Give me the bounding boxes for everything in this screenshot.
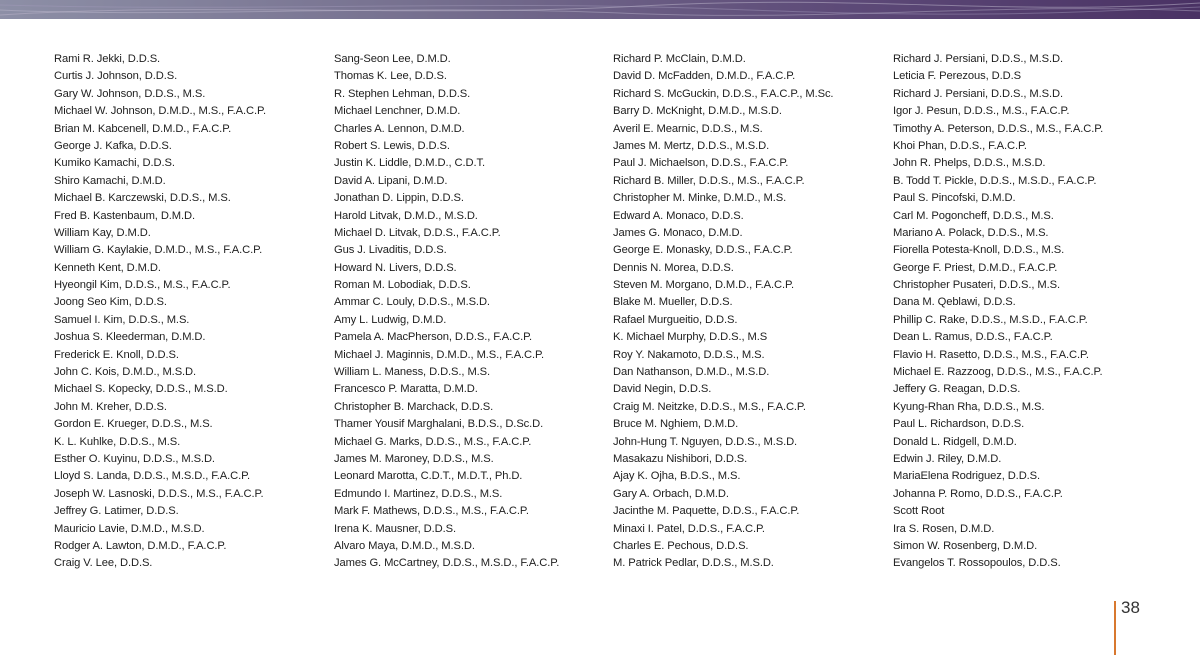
member-name: Christopher Pusateri, D.D.S., M.S. bbox=[893, 279, 1060, 292]
member-name: Evangelos T. Rossopoulos, D.D.S. bbox=[893, 557, 1061, 570]
member-name: Rodger A. Lawton, D.M.D., F.A.C.P. bbox=[54, 539, 227, 552]
member-name: Gary A. Orbach, D.M.D. bbox=[613, 487, 729, 500]
member-name: Francesco P. Maratta, D.M.D. bbox=[334, 383, 478, 396]
member-name: Michael G. Marks, D.D.S., M.S., F.A.C.P. bbox=[334, 435, 532, 448]
member-name: Sang-Seon Lee, D.M.D. bbox=[334, 53, 451, 65]
member-name: Ira S. Rosen, D.M.D. bbox=[893, 522, 995, 535]
member-name: Dennis N. Morea, D.D.S. bbox=[613, 261, 734, 274]
member-name: Edward A. Monaco, D.D.S. bbox=[613, 209, 744, 222]
header-band bbox=[0, 0, 1200, 19]
member-name: Dan Nathanson, D.M.D., M.S.D. bbox=[613, 366, 770, 379]
member-name: Joseph W. Lasnoski, D.D.S., M.S., F.A.C.P. bbox=[54, 487, 264, 500]
page-number: 38 bbox=[1121, 598, 1140, 617]
member-name: Frederick E. Knoll, D.D.S. bbox=[54, 348, 179, 361]
member-name: Howard N. Livers, D.D.S. bbox=[334, 261, 457, 274]
member-name: Rami R. Jekki, D.D.S. bbox=[54, 53, 161, 65]
member-name: William Kay, D.M.D. bbox=[54, 226, 151, 239]
member-name: David D. McFadden, D.M.D., F.A.C.P. bbox=[613, 70, 796, 83]
member-name: John-Hung T. Nguyen, D.D.S., M.S.D. bbox=[613, 435, 798, 448]
member-name: Rafael Murgueitio, D.D.S. bbox=[613, 313, 738, 326]
member-name: Blake M. Mueller, D.D.S. bbox=[613, 296, 733, 309]
member-name: George E. Monasky, D.D.S., F.A.C.P. bbox=[613, 244, 793, 257]
member-name: Fiorella Potesta-Knoll, D.D.S., M.S. bbox=[893, 244, 1065, 257]
member-name: Flavio H. Rasetto, D.D.S., M.S., F.A.C.P. bbox=[893, 348, 1089, 361]
member-name: Michael E. Razzoog, D.D.S., M.S., F.A.C.P. bbox=[893, 366, 1103, 379]
member-name: Brian M. Kabcenell, D.M.D., F.A.C.P. bbox=[54, 122, 232, 135]
member-name: Timothy A. Peterson, D.D.S., M.S., F.A.C.P. bbox=[893, 122, 1104, 135]
member-name: Michael W. Johnson, D.M.D., M.S., F.A.C.P. bbox=[54, 105, 266, 118]
member-name: David Negin, D.D.S. bbox=[613, 383, 712, 396]
member-name: John R. Phelps, D.D.S., M.S.D. bbox=[893, 157, 1046, 170]
member-name: Jeffery G. Reagan, D.D.S. bbox=[893, 383, 1021, 396]
member-name: Kyung-Rhan Rha, D.D.S., M.S. bbox=[893, 400, 1045, 413]
member-name: Esther O. Kuyinu, D.D.S., M.S.D. bbox=[54, 452, 215, 465]
member-name: Paul L. Richardson, D.D.S. bbox=[893, 418, 1025, 431]
member-name: Roman M. Lobodiak, D.D.S. bbox=[334, 279, 471, 292]
directory-column-3 bbox=[613, 51, 883, 573]
member-name: K. Michael Murphy, D.D.S., M.S bbox=[613, 331, 768, 344]
page-number-divider bbox=[1114, 601, 1116, 655]
member-name: Dana M. Qeblawi, D.D.S. bbox=[893, 296, 1016, 309]
member-name: Christopher M. Minke, D.M.D., M.S. bbox=[613, 192, 787, 205]
member-name: James M. Maroney, D.D.S., M.S. bbox=[334, 452, 494, 465]
member-name: Richard J. Persiani, D.D.S., M.S.D. bbox=[893, 87, 1063, 100]
member-name: Justin K. Liddle, D.M.D., C.D.T. bbox=[334, 157, 485, 170]
member-name: Kenneth Kent, D.M.D. bbox=[54, 261, 161, 274]
member-name: Pamela A. MacPherson, D.D.S., F.A.C.P. bbox=[334, 331, 533, 344]
member-name: Edmundo I. Martinez, D.D.S., M.S. bbox=[334, 487, 503, 500]
member-name: James G. Monaco, D.M.D. bbox=[613, 226, 743, 239]
member-name: Irena K. Mausner, D.D.S. bbox=[334, 522, 456, 535]
member-name: Jacinthe M. Paquette, D.D.S., F.A.C.P. bbox=[613, 505, 800, 518]
member-name: Steven M. Morgano, D.M.D., F.A.C.P. bbox=[613, 279, 794, 292]
member-name: Samuel I. Kim, D.D.S., M.S. bbox=[54, 313, 190, 326]
member-name: Joshua S. Kleederman, D.M.D. bbox=[54, 331, 206, 344]
member-name: Simon W. Rosenberg, D.M.D. bbox=[893, 539, 1038, 552]
member-name: Mauricio Lavie, D.M.D., M.S.D. bbox=[54, 522, 205, 535]
member-name: Gary W. Johnson, D.D.S., M.S. bbox=[54, 87, 206, 100]
member-name: Leticia F. Perezous, D.D.S bbox=[893, 70, 1021, 83]
member-name: Richard S. McGuckin, D.D.S., F.A.C.P., M.Sc. bbox=[613, 87, 834, 100]
member-name: Phillip C. Rake, D.D.S., M.S.D., F.A.C.P. bbox=[893, 313, 1088, 326]
member-name: Hyeongil Kim, D.D.S., M.S., F.A.C.P. bbox=[54, 279, 231, 292]
member-name: Michael D. Litvak, D.D.S., F.A.C.P. bbox=[334, 226, 501, 239]
member-name: Harold Litvak, D.M.D., M.S.D. bbox=[334, 209, 478, 222]
member-name: Masakazu Nishibori, D.D.S. bbox=[613, 452, 748, 465]
member-name: MariaElena Rodriguez, D.D.S. bbox=[893, 470, 1041, 483]
member-name: B. Todd T. Pickle, D.D.S., M.S.D., F.A.C.P. bbox=[893, 174, 1097, 187]
member-name: R. Stephen Lehman, D.D.S. bbox=[334, 87, 471, 100]
member-name: Richard J. Persiani, D.D.S., M.S.D. bbox=[893, 53, 1063, 65]
member-name: Robert S. Lewis, D.D.S. bbox=[334, 139, 450, 152]
member-name: K. L. Kuhlke, D.D.S., M.S. bbox=[54, 435, 181, 448]
member-name: Mariano A. Polack, D.D.S., M.S. bbox=[893, 226, 1049, 239]
member-name: Barry D. McKnight, D.M.D., M.S.D. bbox=[613, 105, 782, 118]
member-name: Curtis J. Johnson, D.D.S. bbox=[54, 70, 178, 83]
member-name: Charles E. Pechous, D.D.S. bbox=[613, 539, 749, 552]
member-name: Roy Y. Nakamoto, D.D.S., M.S. bbox=[613, 348, 765, 361]
member-name: Khoi Phan, D.D.S., F.A.C.P. bbox=[893, 139, 1027, 152]
member-name: M. Patrick Pedlar, D.D.S., M.S.D. bbox=[613, 557, 774, 570]
member-name: Christopher B. Marchack, D.D.S. bbox=[334, 400, 494, 413]
member-name: Michael Lenchner, D.M.D. bbox=[334, 105, 461, 118]
member-name: John C. Kois, D.M.D., M.S.D. bbox=[54, 366, 197, 379]
member-name: Lloyd S. Landa, D.D.S., M.S.D., F.A.C.P. bbox=[54, 470, 251, 483]
member-name: Leonard Marotta, C.D.T., M.D.T., Ph.D. bbox=[334, 470, 523, 483]
member-name: Scott Root bbox=[893, 505, 945, 518]
member-name: James G. McCartney, D.D.S., M.S.D., F.A.C.P. bbox=[334, 557, 560, 570]
member-name: Igor J. Pesun, D.D.S., M.S., F.A.C.P. bbox=[893, 105, 1070, 118]
member-name: Thomas K. Lee, D.D.S. bbox=[334, 70, 447, 83]
member-name: Joong Seo Kim, D.D.S. bbox=[54, 296, 167, 309]
member-name: Ajay K. Ojha, B.D.S., M.S. bbox=[613, 470, 741, 483]
member-name: Edwin J. Riley, D.M.D. bbox=[893, 452, 1002, 465]
header-wave-pattern bbox=[0, 0, 1200, 19]
member-name: Michael J. Maginnis, D.M.D., M.S., F.A.C.P. bbox=[334, 348, 544, 361]
member-name: Donald L. Ridgell, D.M.D. bbox=[893, 435, 1017, 448]
member-name: Craig V. Lee, D.D.S. bbox=[54, 557, 153, 570]
member-name: Carl M. Pogoncheff, D.D.S., M.S. bbox=[893, 209, 1054, 222]
member-name: Richard B. Miller, D.D.S., M.S., F.A.C.P. bbox=[613, 174, 805, 187]
member-name: Mark F. Mathews, D.D.S., M.S., F.A.C.P. bbox=[334, 505, 529, 518]
member-name: Paul S. Pincofski, D.M.D. bbox=[893, 192, 1016, 205]
member-name: Thamer Yousif Marghalani, B.D.S., D.Sc.D. bbox=[334, 418, 544, 431]
member-name: Craig M. Neitzke, D.D.S., M.S., F.A.C.P. bbox=[613, 400, 806, 413]
member-name: Paul J. Michaelson, D.D.S., F.A.C.P. bbox=[613, 157, 789, 170]
member-directory bbox=[54, 51, 1174, 576]
member-name: William G. Kaylakie, D.M.D., M.S., F.A.C.P. bbox=[54, 244, 263, 257]
member-name: Jeffrey G. Latimer, D.D.S. bbox=[54, 505, 179, 518]
member-name: Minaxi I. Patel, D.D.S., F.A.C.P. bbox=[613, 522, 765, 535]
member-name: Michael B. Karczewski, D.D.S., M.S. bbox=[54, 192, 231, 205]
member-name: Dean L. Ramus, D.D.S., F.A.C.P. bbox=[893, 331, 1053, 344]
directory-column-2 bbox=[334, 51, 604, 573]
member-name: Charles A. Lennon, D.M.D. bbox=[334, 122, 465, 135]
member-name: Fred B. Kastenbaum, D.M.D. bbox=[54, 209, 196, 222]
member-name: Jonathan D. Lippin, D.D.S. bbox=[334, 192, 464, 205]
directory-column-1 bbox=[54, 51, 324, 573]
member-name: Shiro Kamachi, D.M.D. bbox=[54, 174, 166, 187]
member-name: John M. Kreher, D.D.S. bbox=[54, 400, 167, 413]
member-name: George J. Kafka, D.D.S. bbox=[54, 139, 172, 152]
member-name: William L. Maness, D.D.S., M.S. bbox=[334, 366, 491, 379]
member-name: Gus J. Livaditis, D.D.S. bbox=[334, 244, 447, 257]
member-name: Kumiko Kamachi, D.D.S. bbox=[54, 157, 175, 170]
member-name: Gordon E. Krueger, D.D.S., M.S. bbox=[54, 418, 213, 431]
member-name: Amy L. Ludwig, D.M.D. bbox=[334, 313, 447, 326]
member-name: James M. Mertz, D.D.S., M.S.D. bbox=[613, 139, 770, 152]
member-name: Richard P. McClain, D.M.D. bbox=[613, 53, 746, 65]
member-name: David A. Lipani, D.M.D. bbox=[334, 174, 448, 187]
member-name: Ammar C. Louly, D.D.S., M.S.D. bbox=[334, 296, 490, 309]
member-name: George F. Priest, D.M.D., F.A.C.P. bbox=[893, 261, 1058, 274]
member-name: Averil E. Mearnic, D.D.S., M.S. bbox=[613, 122, 763, 135]
member-name: Johanna P. Romo, D.D.S., F.A.C.P. bbox=[893, 487, 1063, 500]
directory-column-4 bbox=[893, 51, 1163, 573]
member-name: Alvaro Maya, D.M.D., M.S.D. bbox=[334, 539, 475, 552]
member-name: Bruce M. Nghiem, D.M.D. bbox=[613, 418, 739, 431]
member-name: Michael S. Kopecky, D.D.S., M.S.D. bbox=[54, 383, 228, 396]
